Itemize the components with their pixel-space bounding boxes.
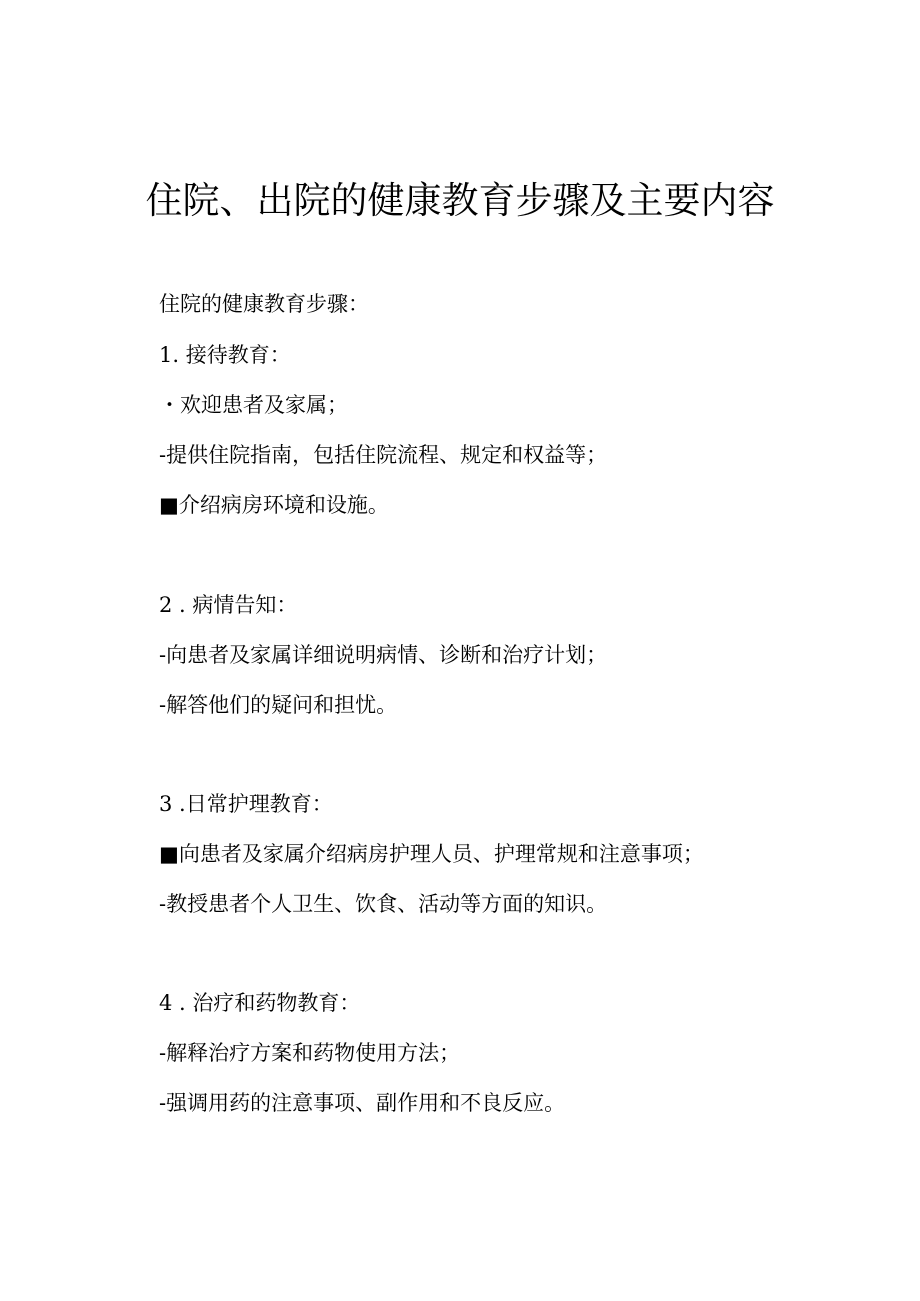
section-4-heading: 4 . 治疗和药物教育： [159, 991, 361, 1015]
section-1-item-1: ・欢迎患者及家属； [159, 393, 348, 417]
section-2-item-1: -向患者及家属详细说明病情、诊断和治疗计划； [159, 643, 608, 667]
section-4-item-1: -解释治疗方案和药物使用方法； [159, 1041, 461, 1065]
section-3-heading: 3 .日常护理教育： [159, 792, 333, 816]
intro-line: 住院的健康教育步骤： [159, 292, 369, 316]
section-2-heading: 2 . 病情告知： [159, 593, 298, 617]
section-2-item-2: -解答他们的疑问和担忧。 [159, 693, 398, 717]
section-3-item-2: -教授患者个人卫生、饮食、活动等方面的知识。 [159, 892, 608, 916]
section-1-item-2: -提供住院指南，包括住院流程、规定和权益等； [159, 443, 608, 467]
section-1-item-3: ■介绍病房环境和设施。 [159, 493, 389, 517]
section-4-item-2: -强调用药的注意事项、副作用和不良反应。 [159, 1091, 566, 1115]
section-1-heading: 1. 接待教育： [159, 343, 291, 367]
document-title: 住院、出院的健康教育步骤及主要内容 [145, 179, 775, 222]
section-3-item-1: ■向患者及家属介绍病房护理人员、护理常规和注意事项； [159, 842, 704, 866]
